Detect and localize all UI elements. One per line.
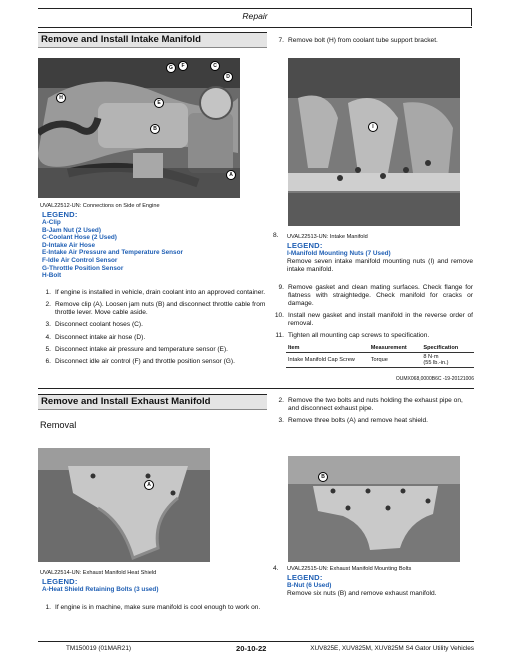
engine-side-illustration: [38, 58, 240, 198]
step-text: Install new gasket and install manifold in the reverse order of removal.: [288, 312, 473, 328]
spec-row: [286, 353, 474, 368]
exhaust-step4-text: Remove six nuts (B) and remove exhaust manifold.: [287, 590, 437, 597]
header-rule-right: [471, 8, 472, 26]
exhaust-mounting-photo: [288, 456, 460, 562]
intake-steps-left: [40, 289, 266, 370]
step-item: [273, 397, 473, 413]
callout-a: A: [226, 170, 236, 180]
step-number: 1.: [45, 604, 51, 611]
callout-i: I: [368, 122, 378, 132]
legend-title: LEGEND:: [287, 241, 323, 250]
callout-g: G: [166, 63, 176, 73]
step-item: [40, 289, 266, 297]
step-number: 11.: [275, 332, 284, 340]
step-item: [40, 604, 266, 612]
exhaust-heat-shield-photo: [38, 448, 210, 562]
spec-value-imperial: (55 lb.-in.): [423, 360, 449, 366]
exhaust-subtitle: Removal: [40, 420, 77, 430]
step-item: [273, 37, 473, 45]
callout-a: A: [144, 480, 154, 490]
header-divider: [38, 27, 472, 28]
intake-step8: [273, 232, 287, 244]
step-item: [273, 332, 473, 340]
legend-item: D-Intake Air Hose: [42, 241, 96, 249]
step-number: 5.: [45, 345, 51, 353]
step-number: 10.: [274, 312, 284, 320]
exhaust-fig1-caption: UVAL22514-UN: Exhaust Manifold Heat Shield: [40, 570, 157, 576]
legend-title: LEGEND:: [287, 573, 323, 582]
header-rule-top: [38, 8, 472, 9]
step-item: [273, 232, 287, 240]
spec-item: Intake Manifold Cap Screw: [288, 357, 355, 363]
intake-steps-right: [273, 284, 473, 345]
legend-item: A-Heat Shield Retaining Bolts (3 used): [42, 586, 159, 593]
step-number: 1.: [45, 289, 51, 296]
step-item: [40, 346, 266, 354]
spec-measurement: Torque: [370, 357, 388, 363]
spec-header-specification: Specification: [423, 345, 459, 351]
step-item: [40, 301, 266, 317]
step-number: 8.: [273, 232, 279, 239]
callout-f: F: [178, 61, 188, 71]
intake-fig1-caption: UVAL22512-UN: Connections on Side of Engine: [40, 203, 160, 209]
legend-item: H-Bolt: [42, 272, 62, 280]
step-number: 3.: [45, 321, 51, 329]
intake-manifold-illustration: [288, 58, 460, 226]
footer-left: TM150019 (01MAR21): [66, 645, 132, 652]
step-item: [273, 417, 473, 425]
step-item: [273, 284, 473, 308]
legend-item: E-Intake Air Pressure and Temperature Sensor: [42, 249, 183, 257]
step-number: 2.: [278, 397, 284, 404]
step-text: Disconnect intake air hose (D).: [55, 333, 146, 341]
page-header: [38, 8, 472, 26]
step-text: Disconnect idle air control (F) and throttle position sensor (G).: [55, 357, 235, 365]
exhaust-heat-shield-illustration: [38, 448, 210, 562]
step-number: 6.: [45, 357, 51, 365]
ref-code: OUMX068,0000B6C -19-20121006: [395, 376, 474, 382]
footer-page-number: 20-10-22: [236, 644, 267, 653]
legend-item: G-Throttle Position Sensor: [42, 264, 124, 272]
step-item: [40, 334, 266, 342]
step-number: 7.: [278, 37, 284, 44]
legend-item: B-Jam Nut (2 Used): [42, 226, 101, 234]
step-text: Disconnect intake air pressure and temperature sensor (E).: [55, 345, 228, 353]
footer-rule: [38, 641, 474, 642]
intake-step7: [273, 37, 473, 49]
intake-step8-text: Remove seven intake manifold mounting nuts (I) and remove intake manifold.: [287, 258, 473, 274]
section-title: Repair: [242, 11, 268, 21]
exhaust-steps-right: [273, 397, 473, 429]
spec-header-item: Item: [288, 345, 300, 351]
legend-item: A-Clip: [42, 219, 61, 226]
spec-header-measurement: Measurement: [370, 345, 407, 351]
exhaust-mounting-illustration: [288, 456, 460, 562]
callout-h: H: [56, 93, 66, 103]
step-item: [40, 321, 266, 329]
footer-right: XUV825E, XUV825M, XUV825M S4 Gator Utility Vehicles: [310, 645, 474, 652]
exhaust-fig2-legend: [287, 573, 477, 590]
legend-title: LEGEND:: [42, 577, 78, 586]
step-text: Remove bolt (H) from coolant tube support bracket.: [288, 37, 438, 44]
step-text: Remove clip (A). Loosen jam nuts (B) and disconnect throttle cable from throttle lever. Move cable aside.: [55, 301, 266, 317]
step-number: 4.: [45, 333, 51, 341]
spec-table: [286, 344, 474, 368]
legend-title: LEGEND:: [42, 210, 78, 219]
step-text: Remove the two bolts and nuts holding the exhaust pipe on, and disconnect exhaust pipe.: [288, 397, 463, 412]
exhaust-step4: [273, 565, 287, 577]
step-item: [273, 312, 473, 328]
exhaust-section-title: Remove and Install Exhaust Manifold: [38, 394, 267, 410]
intake-connections-photo: [38, 58, 240, 198]
step-number: 4.: [273, 565, 279, 572]
spec-value-metric: 8 N·m: [423, 354, 439, 360]
callout-b: B: [318, 472, 328, 482]
intake-section-title: Remove and Install Intake Manifold: [38, 32, 267, 48]
spec-table-wrap: [286, 344, 474, 368]
legend-item: I-Manifold Mounting Nuts (7 Used): [287, 250, 391, 257]
step-text: Remove three bolts (A) and remove heat shield.: [288, 417, 429, 425]
step-text: If engine is installed in vehicle, drain coolant into an approved container.: [55, 289, 266, 296]
step-number: 2.: [45, 301, 51, 309]
intake-fig1-legend: [42, 210, 262, 280]
legend-item: B-Nut (6 Used): [287, 582, 332, 589]
step-number: 9.: [278, 284, 284, 291]
spec-header-row: [286, 344, 474, 353]
step-text: Remove gasket and clean mating surfaces. Check flange for flatness with straightedge. Check manifold for cracks or damage.: [288, 284, 473, 307]
intake-fig2-caption: UVAL22513-UN: Intake Manifold: [287, 234, 368, 240]
spec-value: [421, 353, 474, 368]
step-text: If engine is in machine, make sure manifold is cool enough to work on.: [55, 604, 261, 611]
step-text: Tighten all mounting cap screws to specification.: [288, 332, 430, 340]
section-divider: [38, 388, 474, 389]
step-item: [40, 358, 266, 366]
callout-d: D: [223, 72, 233, 82]
callout-b: B: [150, 124, 160, 134]
callout-e: E: [154, 98, 164, 108]
step-item: [273, 565, 287, 573]
step-text: Disconnect coolant hoses (C).: [55, 321, 143, 329]
callout-c: C: [210, 61, 220, 71]
exhaust-fig2-caption: UVAL22515-UN: Exhaust Manifold Mounting Bolts: [287, 566, 412, 572]
step-number: 3.: [278, 417, 284, 425]
legend-item: C-Coolant Hose (2 Used): [42, 234, 117, 242]
intake-manifold-photo: [288, 58, 460, 226]
exhaust-step1: [40, 604, 266, 616]
exhaust-fig1-legend: [42, 577, 262, 594]
legend-item: F-Idle Air Control Sensor: [42, 256, 118, 264]
intake-fig2-legend: [287, 241, 477, 258]
